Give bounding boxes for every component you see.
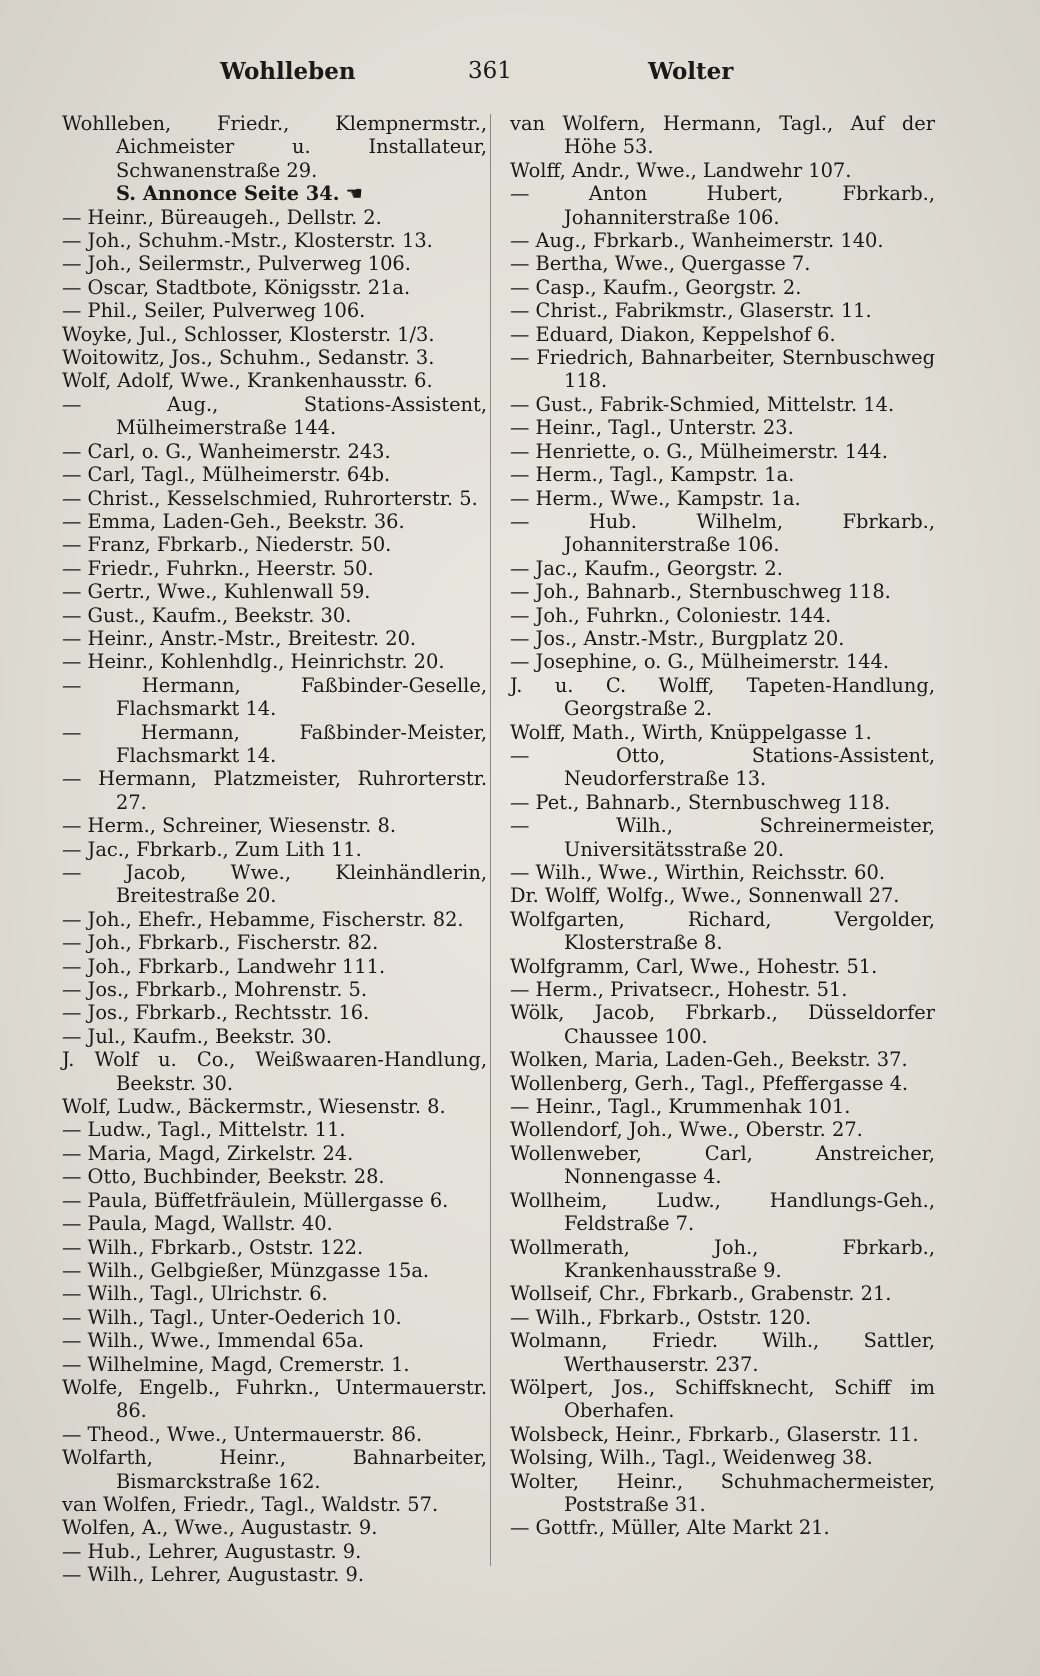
directory-entry: Wolsbeck, Heinr., Fbrkarb., Glaserstr. 11. xyxy=(510,1422,919,1446)
directory-entry: — Theod., Wwe., Untermauerstr. 86. xyxy=(62,1422,423,1446)
directory-entry: Wohlleben, Friedr., Klempnermstr., Aichmeister u. Installateur, Schwanenstraße 29. xyxy=(62,112,487,182)
directory-entry: Wollmerath, Joh., Fbrkarb., Krankenhausstraße 9. xyxy=(510,1235,935,1282)
directory-entry: Wolfen, A., Wwe., Augustastr. 9. xyxy=(62,1516,378,1540)
directory-entry: — Carl, Tagl., Mülheimerstr. 64b. xyxy=(62,463,391,487)
directory-entry: — Friedr., Fuhrkn., Heerstr. 50. xyxy=(62,556,374,580)
directory-entry: — Gust., Kaufm., Beekstr. 30. xyxy=(62,603,352,627)
directory-entry: — Wilh., Schreinermeister, Universitätsstraße 20. xyxy=(510,814,935,861)
annonce-reference xyxy=(62,182,487,205)
directory-entry: — Joh., Bahnarb., Sternbuschweg 118. xyxy=(510,580,891,604)
directory-entry: — Hermann, Platzmeister, Ruhrorterstr. 27. xyxy=(62,767,487,814)
directory-entry: Wolff, Math., Wirth, Knüppelgasse 1. xyxy=(510,720,872,744)
directory-entry: — Gust., Fabrik-Schmied, Mittelstr. 14. xyxy=(510,392,895,416)
right-column xyxy=(510,112,935,1540)
directory-entry: — Paula, Magd, Wallstr. 40. xyxy=(62,1212,333,1236)
annonce-text: S. Annonce Seite 34. xyxy=(116,182,340,206)
directory-entry: — Hub., Lehrer, Augustastr. 9. xyxy=(62,1539,362,1563)
directory-entry: Woyke, Jul., Schlosser, Klosterstr. 1/3. xyxy=(62,322,435,346)
directory-entry: Wolfgarten, Richard, Vergolder, Klosterstraße 8. xyxy=(510,907,935,955)
directory-entry: — Friedrich, Bahnarbeiter, Sternbuschweg 118. xyxy=(510,346,935,393)
directory-entry: — Wilh., Lehrer, Augustastr. 9. xyxy=(62,1563,364,1587)
directory-entry: Wolfgramm, Carl, Wwe., Hohestr. 51. xyxy=(510,954,878,978)
directory-entry: — Jacob, Wwe., Kleinhändlerin, Breitestraße 20. xyxy=(62,861,487,908)
directory-entry: — Oscar, Stadtbote, Königsstr. 21a. xyxy=(62,275,411,299)
directory-entry: J. Wolf u. Co., Weißwaaren-Handlung, Beekstr. 30. xyxy=(62,1048,487,1095)
directory-entry: — Pet., Bahnarb., Sternbuschweg 118. xyxy=(510,790,891,814)
header-right-keyword: Wolter xyxy=(648,58,734,85)
directory-entry: — Carl, o. G., Wanheimerstr. 243. xyxy=(62,439,391,463)
directory-entry: — Ludw., Tagl., Mittelstr. 11. xyxy=(62,1118,346,1142)
directory-entry: Wolf, Ludw., Bäckermstr., Wiesenstr. 8. xyxy=(62,1095,446,1119)
directory-entry: — Jac., Kaufm., Georgstr. 2. xyxy=(510,556,783,580)
directory-entry: — Bertha, Wwe., Quergasse 7. xyxy=(510,252,811,276)
directory-entry: — Wilh., Tagl., Unter-Oederich 10. xyxy=(62,1305,402,1329)
directory-entry: — Otto, Stations-Assistent, Neudorferstraße 13. xyxy=(510,743,935,791)
directory-entry: — Wilhelmine, Magd, Cremerstr. 1. xyxy=(62,1352,410,1376)
directory-entry: Wolken, Maria, Laden-Geh., Beekstr. 37. xyxy=(510,1048,908,1072)
directory-entry: — Otto, Buchbinder, Beekstr. 28. xyxy=(62,1165,385,1189)
directory-entry: — Franz, Fbrkarb., Niederstr. 50. xyxy=(62,533,392,557)
directory-entry: — Phil., Seiler, Pulverweg 106. xyxy=(62,299,366,323)
directory-entry: — Joh., Fuhrkn., Coloniestr. 144. xyxy=(510,603,832,627)
directory-entry: — Heinr., Tagl., Krummenhak 101. xyxy=(510,1095,851,1119)
directory-entry: — Heinr., Kohlenhdlg., Heinrichstr. 20. xyxy=(62,650,445,674)
directory-entry: — Casp., Kaufm., Georgstr. 2. xyxy=(510,275,802,299)
directory-entry: — Herm., Privatsecr., Hohestr. 51. xyxy=(510,978,848,1002)
directory-entry: Dr. Wolff, Wolfg., Wwe., Sonnenwall 27. xyxy=(510,884,900,908)
directory-entry: — Hub. Wilhelm, Fbrkarb., Johanniterstraße 106. xyxy=(510,509,935,557)
directory-entry: — Hermann, Faßbinder-Meister, Flachsmarkt 14. xyxy=(62,720,487,767)
directory-entry: Wollendorf, Joh., Wwe., Oberstr. 27. xyxy=(510,1118,863,1142)
header-left-keyword: Wohlleben xyxy=(220,58,356,85)
directory-entry: Woitowitz, Jos., Schuhm., Sedanstr. 3. xyxy=(62,346,435,370)
directory-entry: — Wilh., Gelbgießer, Münzgasse 15a. xyxy=(62,1258,430,1282)
directory-entry: — Joh., Fbrkarb., Fischerstr. 82. xyxy=(62,931,379,955)
directory-entry: — Joh., Schuhm.-Mstr., Klosterstr. 13. xyxy=(62,229,433,253)
directory-entry: J. u. C. Wolff, Tapeten-Handlung, Georgstraße 2. xyxy=(510,673,935,721)
directory-entry: — Christ., Fabrikmstr., Glaserstr. 11. xyxy=(510,299,872,323)
directory-entry: — Joh., Ehefr., Hebamme, Fischerstr. 82. xyxy=(62,907,464,931)
directory-entry: — Jul., Kaufm., Beekstr. 30. xyxy=(62,1024,333,1048)
directory-entry: — Heinr., Tagl., Unterstr. 23. xyxy=(510,416,794,440)
directory-entry: — Wilh., Fbrkarb., Oststr. 122. xyxy=(62,1235,364,1259)
directory-entry: — Hermann, Faßbinder-Geselle, Flachsmarkt 14. xyxy=(62,673,487,721)
directory-entry: — Gottfr., Müller, Alte Markt 21. xyxy=(510,1516,830,1540)
page-number: 361 xyxy=(468,58,512,84)
directory-entry: Wölk, Jacob, Fbrkarb., Düsseldorfer Chaussee 100. xyxy=(510,1001,935,1048)
directory-entry: — Anton Hubert, Fbrkarb., Johanniterstraße 106. xyxy=(510,182,935,229)
directory-entry: — Josephine, o. G., Mülheimerstr. 144. xyxy=(510,650,889,674)
directory-entry: van Wolfen, Friedr., Tagl., Waldstr. 57. xyxy=(62,1492,439,1516)
directory-entry: — Heinr., Anstr.-Mstr., Breitestr. 20. xyxy=(62,626,417,650)
directory-entry: — Henriette, o. G., Mülheimerstr. 144. xyxy=(510,439,888,463)
directory-entry: — Herm., Tagl., Kampstr. 1a. xyxy=(510,463,795,487)
directory-entry: — Wilh., Tagl., Ulrichstr. 6. xyxy=(62,1282,328,1306)
directory-entry: — Emma, Laden-Geh., Beekstr. 36. xyxy=(62,509,405,533)
directory-entry: — Herm., Wwe., Kampstr. 1a. xyxy=(510,486,801,510)
directory-entry: Wolsing, Wilh., Tagl., Weidenweg 38. xyxy=(510,1446,873,1470)
directory-entry: — Aug., Stations-Assistent, Mülheimerstraße 144. xyxy=(62,392,487,440)
directory-entry: Wölpert, Jos., Schiffsknecht, Schiff im Oberhafen. xyxy=(510,1375,935,1423)
column-divider xyxy=(490,114,491,1566)
directory-entry: — Gertr., Wwe., Kuhlenwall 59. xyxy=(62,580,371,604)
directory-entry: — Jac., Fbrkarb., Zum Lith 11. xyxy=(62,837,362,861)
pointing-hand-icon: ☚ xyxy=(345,182,363,206)
directory-entry: — Paula, Büffetfräulein, Müllergasse 6. xyxy=(62,1188,449,1212)
directory-entry: — Jos., Fbrkarb., Rechtsstr. 16. xyxy=(62,1001,370,1025)
directory-entry: — Wilh., Wwe., Immendal 65a. xyxy=(62,1329,365,1353)
directory-entry: Wolf, Adolf, Wwe., Krankenhausstr. 6. xyxy=(62,369,433,393)
directory-entry: — Aug., Fbrkarb., Wanheimerstr. 140. xyxy=(510,229,884,253)
directory-entry: — Herm., Schreiner, Wiesenstr. 8. xyxy=(62,814,396,838)
directory-entry: Wolter, Heinr., Schuhmachermeister, Poststraße 31. xyxy=(510,1469,935,1516)
directory-entry: Wolfe, Engelb., Fuhrkn., Untermauerstr. 86. xyxy=(62,1375,487,1423)
directory-entry: — Eduard, Diakon, Keppelshof 6. xyxy=(510,322,836,346)
directory-entry: Wollheim, Ludw., Handlungs-Geh., Feldstraße 7. xyxy=(510,1188,935,1236)
page-header xyxy=(0,58,1040,94)
directory-entry: — Heinr., Büreaugeh., Dellstr. 2. xyxy=(62,205,382,229)
directory-entry: Wollseif, Chr., Fbrkarb., Grabenstr. 21. xyxy=(510,1282,892,1306)
directory-entry: — Joh., Fbrkarb., Landwehr 111. xyxy=(62,954,386,978)
directory-entry: Wolmann, Friedr. Wilh., Sattler, Werthauserstr. 237. xyxy=(510,1329,935,1376)
directory-entry: Wollenweber, Carl, Anstreicher, Nonnengasse 4. xyxy=(510,1141,935,1189)
directory-entry: — Jos., Anstr.-Mstr., Burgplatz 20. xyxy=(510,626,845,650)
directory-entry: — Joh., Seilermstr., Pulverweg 106. xyxy=(62,252,411,276)
directory-entry: Wolfarth, Heinr., Bahnarbeiter, Bismarckstraße 162. xyxy=(62,1446,487,1493)
directory-entry: Wollenberg, Gerh., Tagl., Pfeffergasse 4. xyxy=(510,1071,909,1095)
left-column xyxy=(62,112,487,1587)
directory-entry: — Wilh., Fbrkarb., Oststr. 120. xyxy=(510,1305,812,1329)
directory-entry: Wolff, Andr., Wwe., Landwehr 107. xyxy=(510,158,852,182)
directory-entry: — Wilh., Wwe., Wirthin, Reichsstr. 60. xyxy=(510,861,886,884)
directory-entry: — Jos., Fbrkarb., Mohrenstr. 5. xyxy=(62,978,368,1002)
directory-entry: — Maria, Magd, Zirkelstr. 24. xyxy=(62,1141,354,1165)
directory-entry: — Christ., Kesselschmied, Ruhrorterstr. 5. xyxy=(62,486,478,510)
directory-entry: van Wolfern, Hermann, Tagl., Auf der Höhe 53. xyxy=(510,112,935,159)
